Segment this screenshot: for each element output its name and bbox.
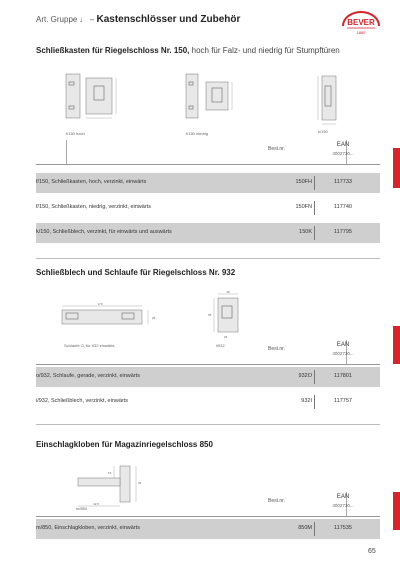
caption-f150-hoch: f/150 hoch: [66, 131, 85, 136]
section-1-table: [36, 140, 380, 244]
header-title: Kastenschlösser und Zubehör: [96, 14, 241, 25]
table-row: m/850, Einschlagkloben, verzinkt, einwärts 850M 117535: [36, 519, 380, 540]
table-row: k/150, Schließblech, verzinkt, für einwärts und auswärts 150K 117795: [36, 223, 380, 244]
logo-year: 1889: [356, 30, 366, 35]
page-header: [36, 14, 240, 25]
svg-text:15: 15: [108, 471, 112, 475]
col-ean-prefix: 4002730...: [332, 503, 354, 508]
col-ean-prefix: 4002730...: [332, 351, 354, 356]
table-header: [36, 492, 380, 517]
section-2-title: Schließblech und Schlaufe für Riegelschloss Nr. 932: [36, 268, 236, 277]
section-3-table: [36, 492, 380, 540]
col-ean: EAN: [336, 494, 350, 500]
side-tab-marker: [393, 492, 400, 530]
header-prefix: Art. Gruppe ♩ –: [36, 15, 95, 24]
side-tab-marker: [393, 148, 400, 188]
section-3-title: Einschlagkloben für Magazinriegelschloss 850: [36, 440, 213, 449]
section-1-title: Schließkasten für Riegelschloss Nr. 150, hoch für Falz- und niedrig für Stumpftüren: [36, 46, 340, 55]
table-row: f/150, Schließkasten, hoch, verzinkt, einwärts 150FH 117733: [36, 173, 380, 194]
side-tab-marker: [393, 326, 400, 364]
table-header: [36, 340, 380, 365]
drawing-o932: [56, 298, 166, 338]
col-ean: EAN: [336, 342, 350, 348]
caption-m850: m/850: [76, 506, 88, 511]
table-row: f/150, Schließkasten, niedrig, verzinkt, einwärts 150FN 117740: [36, 198, 380, 219]
section-2-table: [36, 340, 380, 413]
caption-f150-niedrig: f/150 niedrig: [186, 131, 209, 136]
page-number: 65: [368, 548, 376, 555]
section-divider: [36, 424, 380, 425]
drawing-f150-niedrig: [180, 68, 260, 128]
svg-text:25: 25: [224, 335, 228, 339]
svg-text:65: 65: [208, 313, 212, 317]
section-1-subtitle: hoch für Falz- und niedrig für Stumpftüren: [191, 46, 340, 55]
col-ean-prefix: 4002730...: [332, 151, 354, 156]
col-best-nr: Best.nr.: [268, 498, 285, 504]
col-ean: EAN: [336, 142, 350, 148]
table-header: [36, 140, 380, 165]
col-best-nr: Best.nr.: [268, 346, 285, 352]
table-row: o/932, Schlaufe, gerade, verzinkt, einwärts 932O 117801: [36, 367, 380, 388]
drawing-f150-hoch: [60, 68, 140, 128]
drawing-i932: [206, 290, 256, 340]
svg-text:25: 25: [152, 316, 156, 320]
svg-text:170: 170: [97, 302, 103, 306]
svg-text:42,5: 42,5: [93, 502, 99, 506]
caption-i932: i/932: [216, 343, 225, 348]
svg-text:43: 43: [138, 481, 142, 485]
bever-logo: [341, 10, 381, 40]
caption-o932: Schlaufe O, für 932 einwärts: [64, 343, 115, 348]
caption-k150: k/150: [318, 129, 328, 134]
drawing-k150: [312, 72, 352, 126]
svg-text:45: 45: [226, 290, 230, 294]
logo-text: BEVER: [347, 18, 375, 27]
section-divider: [36, 258, 380, 259]
table-row: i/932, Schließblech, verzinkt, einwärts 932I 117757: [36, 392, 380, 413]
col-best-nr: Best.nr.: [268, 146, 285, 152]
